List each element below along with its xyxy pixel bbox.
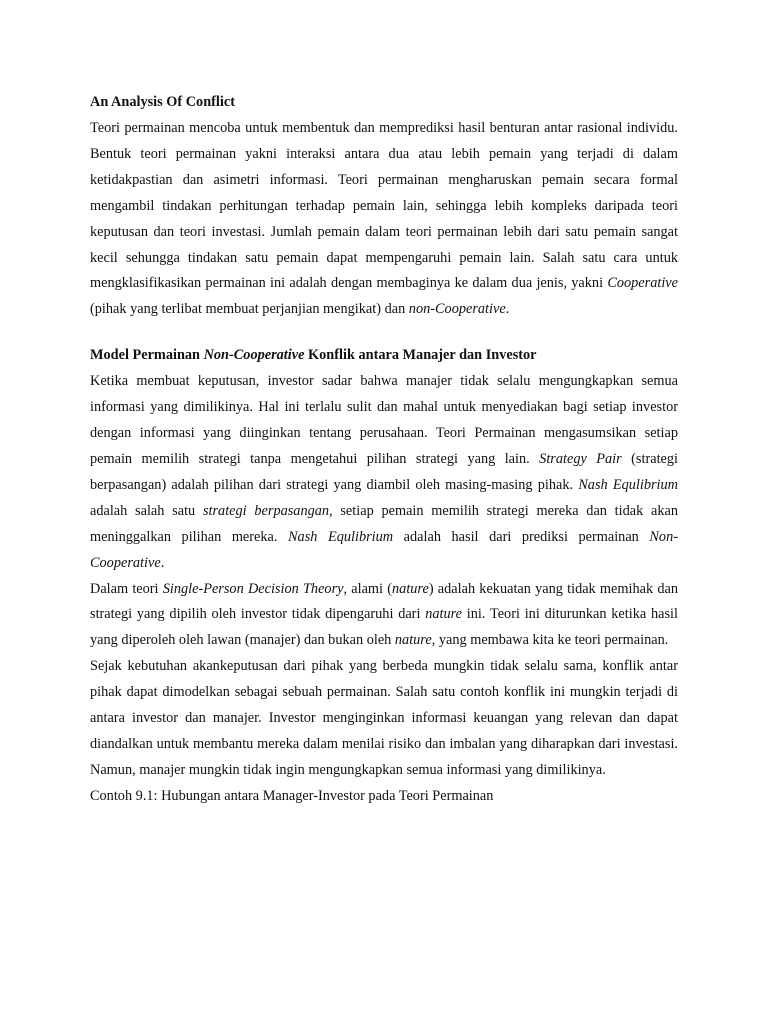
italic-term-single-person-decision-theory: Single-Person Decision Theory: [162, 580, 344, 597]
italic-term-nash-equilibrium: Nash Equlibrium: [578, 476, 678, 493]
text-run: (strategi berpasangan) adalah pilihan dari strategi yang diambil oleh masing-masing pihak.: [90, 450, 679, 493]
text-run: ini. Teori ini diturunkan ketika hasil yang diperoleh oleh lawan (manajer) dan bukan oleh: [90, 606, 678, 649]
heading-italic-run: Non-Cooperative: [203, 347, 305, 364]
italic-term-cooperative: Cooperative: [607, 275, 678, 292]
italic-term-strategy-pair: Strategy Pair: [539, 450, 622, 467]
text-run: .: [160, 554, 165, 571]
text-run: , alami (: [343, 580, 393, 597]
paragraph-game-theory-intro: [90, 116, 678, 323]
text-run: adalah hasil dari prediksi permainan: [393, 528, 650, 545]
text-run: Teori permainan mencoba untuk membentuk dan memprediksi hasil benturan antar rasional individu. Bentuk teori permainan yakni interaksi antara dua atau lebih pemain yang terjadi di dalam ketidakpastian dan asimetri informasi. Teori permainan mengharuskan pemain secara formal mengambil tindakan perhitungan terhadap pemain lain, sehingga lebih kompleks daripada teori keputusan dan teori investasi. Jumlah pemain dalam teori permainan lebih dari satu pemain sangat kecil sehungga tindakan satu pemain dapat mempengaruhi pemain lain. Salah satu cara untuk mengklasifikasikan permainan ini adalah dengan membaginya ke dalam dua jenis, yakni: [90, 120, 678, 292]
italic-term-strategi-berpasangan: strategi berpasangan: [202, 502, 330, 519]
text-run: , yang membawa kita ke teori permainan.: [431, 632, 669, 649]
heading-run: Model Permainan: [90, 347, 204, 364]
section-heading-analysis-of-conflict: An Analysis Of Conflict: [90, 94, 235, 110]
italic-term-nature: nature: [425, 606, 462, 623]
paragraph-conflict-investor-manager: Sejak kebutuhan akankeputusan dari pihak yang berbeda mungkin tidak selalu sama, konflik antar pihak dapat dimodelkan sebagai sebuah permainan. Salah satu contoh konflik ini mungkin terjadi di antara investor dan manajer. Investor menginginkan informasi keuangan yang relevan dan dapat diandalkan untuk membantu mereka dalam menilai risiko dan imbalan yang diharapkan dari investasi. Namun, manajer mungkin tidak ingin mengungkapkan semua informasi yang dimilikinya.: [90, 658, 678, 778]
text-run: (pihak yang terlibat membuat perjanjian mengikat) dan: [90, 301, 409, 318]
example-caption: Contoh 9.1: Hubungan antara Manager-Investor pada Teori Permainan: [90, 787, 494, 804]
italic-term-nature: nature: [394, 632, 432, 649]
text-run: ) adalah kekuatan yang tidak memihak dan strategi yang dipilih oleh investor tidak dipengaruhi dari: [90, 580, 678, 623]
italic-term-non-cooperative: Non-Cooperative: [90, 528, 678, 571]
paragraph-investor-decisions: [90, 369, 678, 576]
italic-term-non-cooperative: non-Cooperative: [408, 301, 506, 318]
paragraph-single-person-decision: [90, 577, 678, 655]
heading-run: Konflik antara Manajer dan Investor: [304, 347, 537, 364]
paragraph-spacer: [90, 323, 678, 344]
italic-term-nash-equilibrium: Nash Equlibrium: [288, 528, 394, 545]
text-run: adalah salah satu: [90, 502, 203, 519]
document-page: [90, 91, 678, 810]
text-run: .: [505, 301, 510, 318]
section-heading-non-cooperative-model: [90, 344, 678, 366]
text-run: Dalam teori: [90, 580, 163, 597]
text-run: Ketika membuat keputusan, investor sadar bahwa manajer tidak selalu mengungkapkan semua informasi yang dimilikinya. Hal ini terlalu sulit dan mahal untuk menyediakan bagi setiap investor dengan informasi yang diinginkan tentang perusahaan. Teori Permainan mengasumsikan setiap pemain memilih strategi tanpa mengetahui pilihan strategi yang lain.: [90, 373, 678, 467]
italic-term-nature: nature: [392, 580, 429, 597]
text-run: , setiap pemain memilih strategi mereka dan tidak akan meninggalkan pilihan mereka.: [90, 502, 679, 545]
